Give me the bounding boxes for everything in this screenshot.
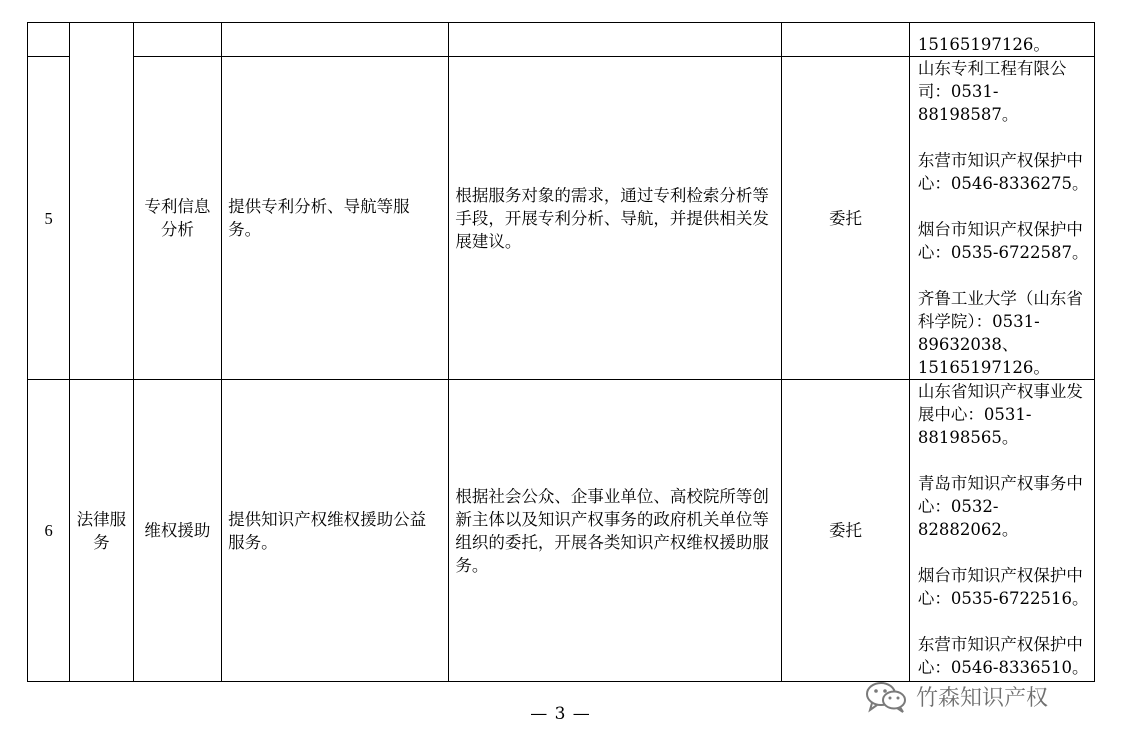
service-content: 提供知识产权维权援助公益服务。 [222,380,449,682]
service-detail: 根据服务对象的需求，通过专利检索分析等手段，开展专利分析、导航，并提供相关发展建议。 [449,57,782,380]
row-number: 6 [28,380,70,682]
service-mode: 委托 [782,380,910,682]
contact-item: 东营市知识产权保护中心：0546-8336275。 [917,151,1089,193]
service-name-text: 专利信息分析 [144,197,211,239]
cell-mode [782,23,910,57]
service-detail: 根据社会公众、企事业单位、高校院所等创新主体以及知识产权事务的政府机关单位等组织的委托，开展各类知识产权维权援助服务。 [449,380,782,682]
cell-contact [909,23,1094,57]
service-content: 提供专利分析、导航等服务。 [222,57,449,380]
row-number: 5 [28,57,70,380]
service-mode: 委托 [782,57,910,380]
contact-item: 烟台市知识产权保护中心：0535-6722587。 [917,220,1089,262]
table-row-continued [28,23,1095,57]
cell-category [70,23,133,380]
contact-text: 15165197126。 [917,35,1050,54]
contact-item: 山东专利工程有限公司：0531-88198587。 [917,59,1067,124]
contact-item: 青岛市知识产权事务中心：0532-82882062。 [917,474,1083,539]
page-number: — 3 — [530,704,591,724]
watermark-text: 竹森知识产权 [916,685,1049,711]
table-row [28,380,1095,682]
table-row [28,57,1095,380]
contact-item: 烟台市知识产权保护中心：0535-6722516。 [917,566,1089,608]
contact-item: 山东省知识产权事业发展中心：0531-88198565。 [917,382,1083,447]
contact-list [909,380,1094,682]
service-name: 维权援助 [133,380,221,682]
service-category: 法律服务 [70,380,133,682]
cell-no [28,23,70,57]
contact-item: 齐鲁工业大学（山东省科学院）：0531-89632038、15165197126。 [917,289,1083,377]
service-name [133,57,221,380]
service-table [27,22,1095,682]
cell-content [222,23,449,57]
cell-name [133,23,221,57]
contact-list [909,57,1094,380]
contact-item: 东营市知识产权保护中心：0546-8336510。 [917,635,1089,677]
cell-detail [449,23,782,57]
